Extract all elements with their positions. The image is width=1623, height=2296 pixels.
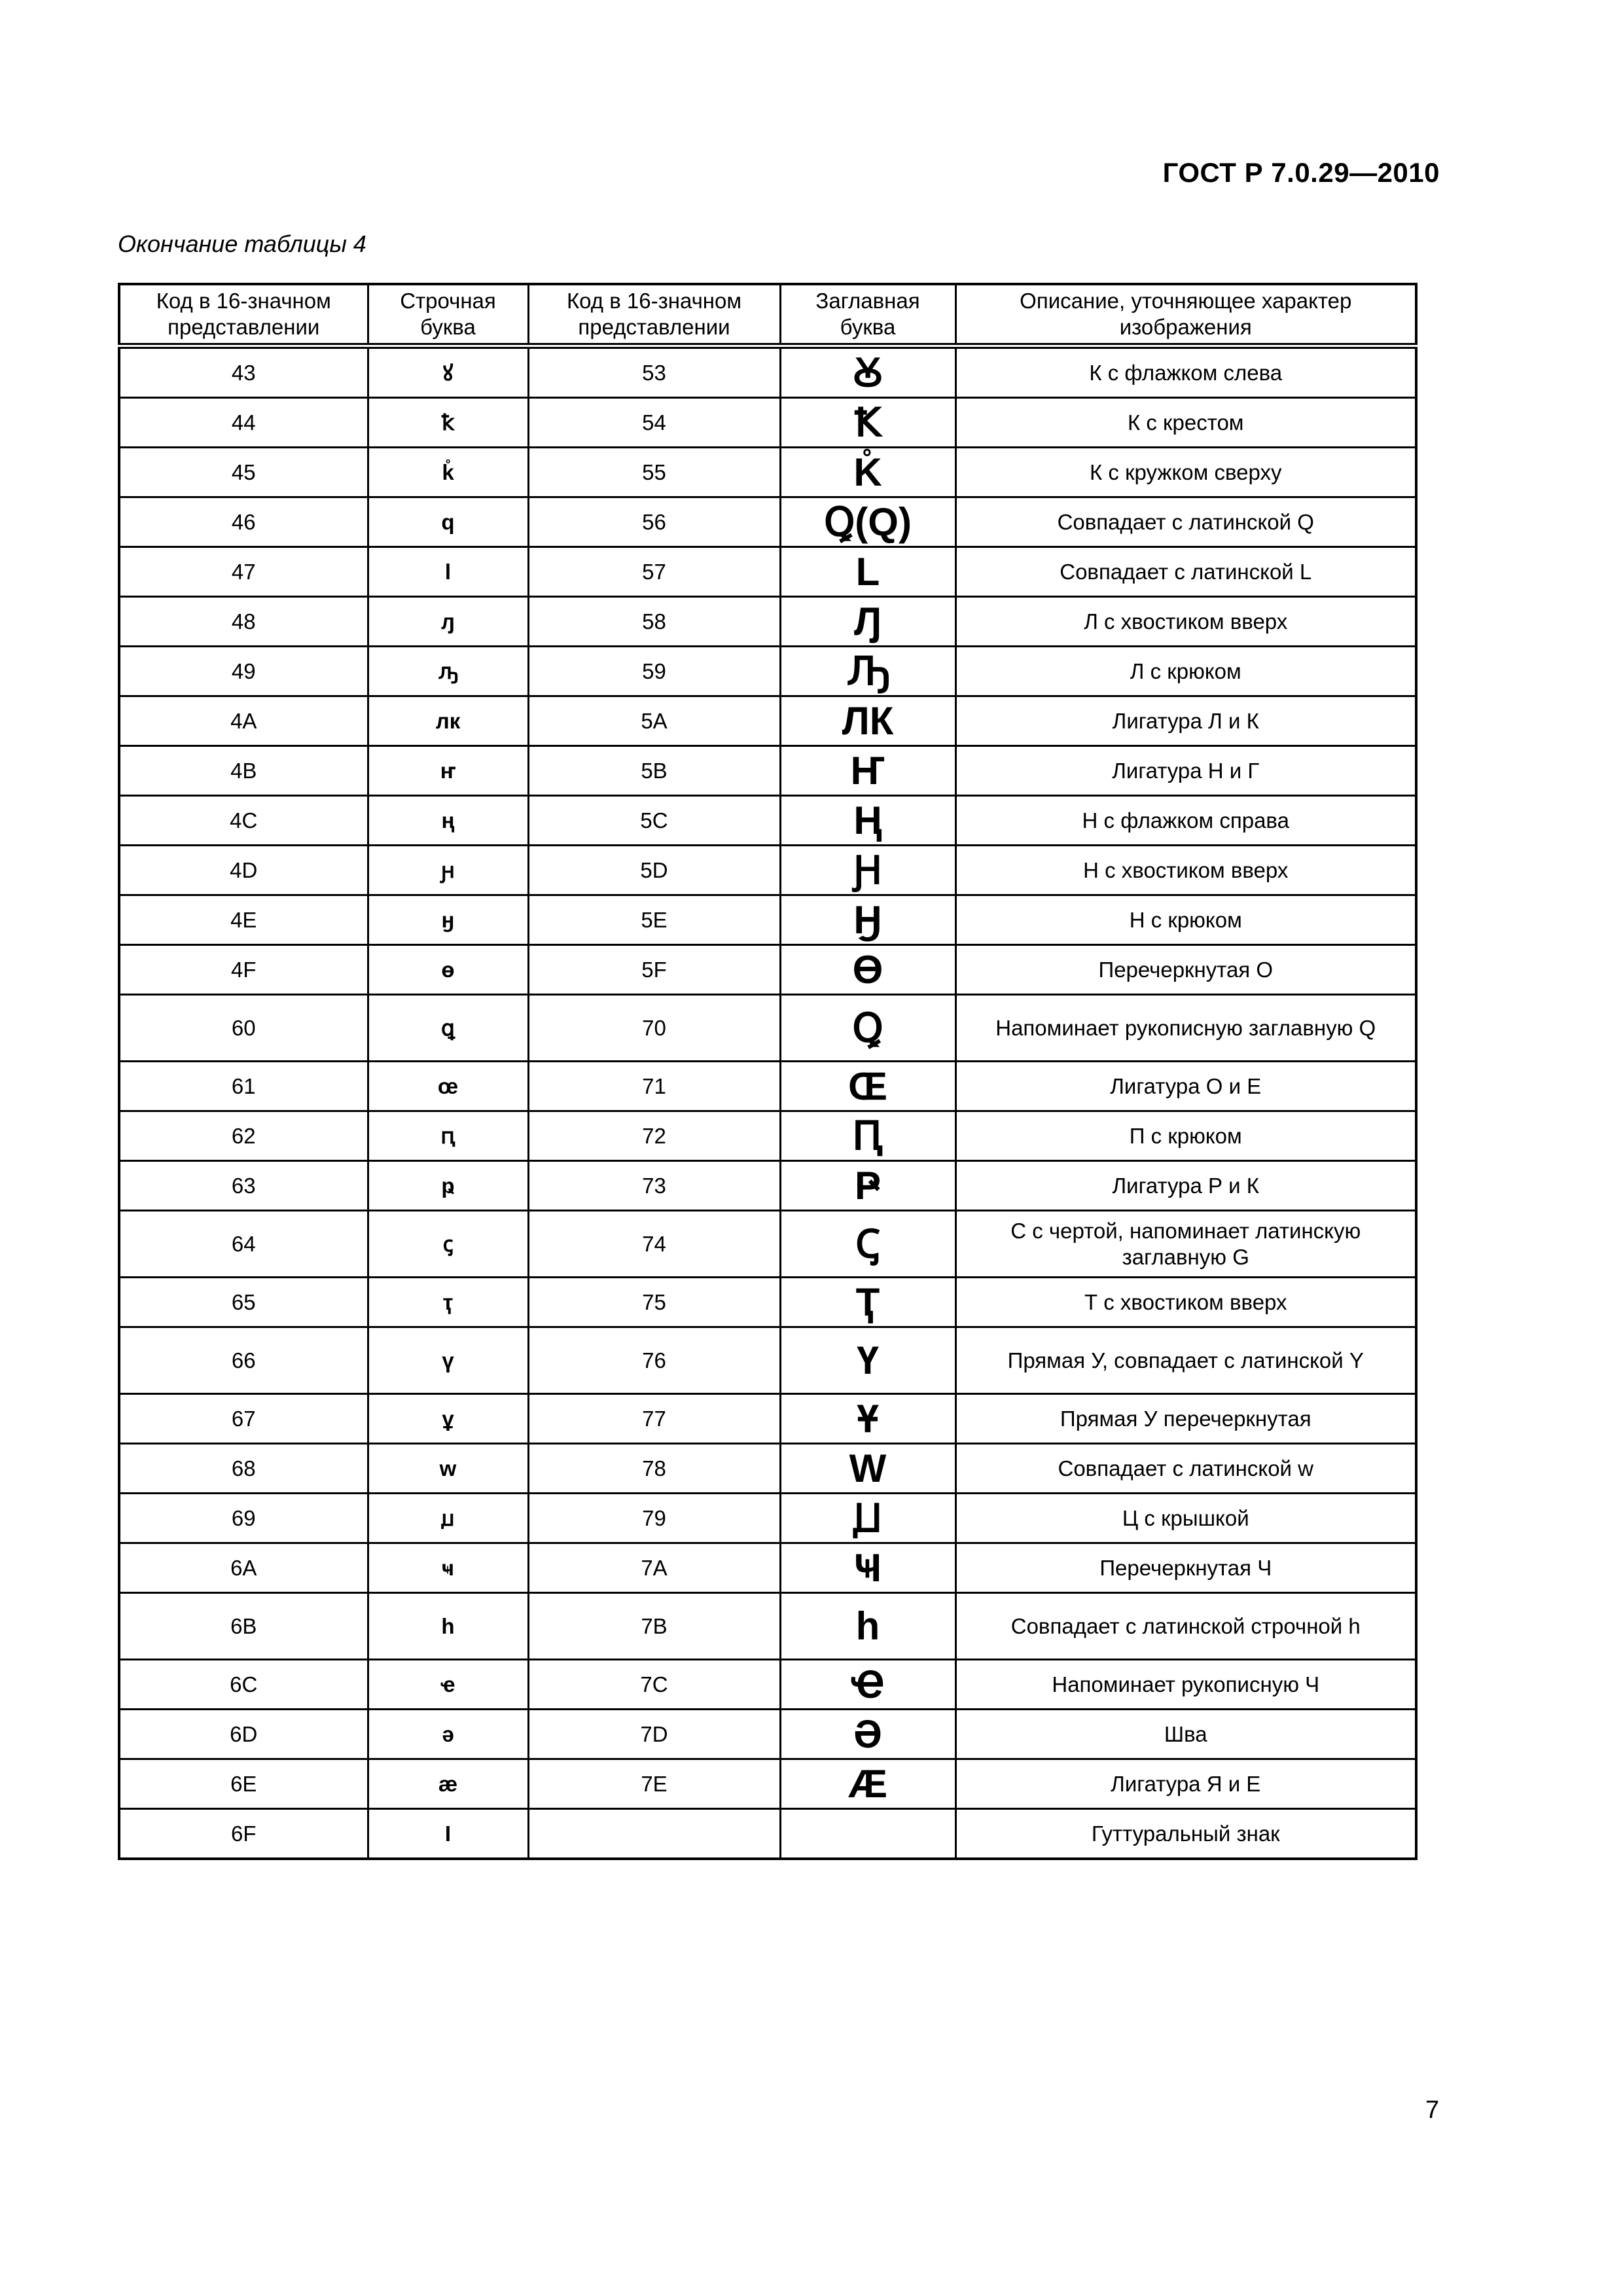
description-cell: Совпадает с латинской L <box>955 547 1416 597</box>
lower-code-cell: 62 <box>119 1111 368 1161</box>
uppercase-glyph-cell: Ӕ <box>780 1759 955 1809</box>
lowercase-glyph-cell: ӕ <box>368 1759 528 1809</box>
upper-code-cell <box>528 1809 780 1859</box>
table-row <box>119 1593 1416 1660</box>
description-cell: Лигатура О и Е <box>955 1062 1416 1111</box>
table-row <box>119 1710 1416 1759</box>
table-row <box>119 1660 1416 1710</box>
description-cell: Перечеркнутая Ч <box>955 1543 1416 1593</box>
description-cell: Ц с крышкой <box>955 1494 1416 1543</box>
table-row <box>119 346 1416 398</box>
description-cell: Напоминает рукописную Ч <box>955 1660 1416 1710</box>
lowercase-glyph-cell: ꝗ <box>368 995 528 1062</box>
uppercase-glyph-cell: Ꙡ <box>780 1494 955 1543</box>
table-row <box>119 1809 1416 1859</box>
upper-code-cell: 74 <box>528 1211 780 1278</box>
description-cell: К с флажком слева <box>955 346 1416 398</box>
lowercase-glyph-cell: h <box>368 1593 528 1660</box>
uppercase-glyph-cell: Ҏ <box>780 1161 955 1211</box>
table-caption: Окончание таблицы 4 <box>118 230 366 257</box>
table-row <box>119 1062 1416 1111</box>
lowercase-glyph-cell: ә <box>368 1710 528 1759</box>
table-row <box>119 1327 1416 1394</box>
column-header-upper-code: Код в 16-значном представлении <box>528 284 780 346</box>
uppercase-glyph-cell: Ꝗ(Q) <box>780 497 955 547</box>
description-cell: Совпадает с латинской w <box>955 1444 1416 1494</box>
upper-code-cell: 76 <box>528 1327 780 1394</box>
upper-code-cell: 7D <box>528 1710 780 1759</box>
lowercase-glyph-cell: ҹ <box>368 1543 528 1593</box>
upper-code-cell: 5F <box>528 945 780 995</box>
uppercase-glyph-cell: Œ <box>780 1062 955 1111</box>
description-cell: Н с крюком <box>955 895 1416 945</box>
lower-code-cell: 4D <box>119 846 368 895</box>
table-row <box>119 1278 1416 1327</box>
upper-code-cell: 7C <box>528 1660 780 1710</box>
upper-code-cell: 55 <box>528 448 780 497</box>
lower-code-cell: 6C <box>119 1660 368 1710</box>
description-cell: Прямая У перечеркнутая <box>955 1394 1416 1444</box>
lowercase-glyph-cell: ꞔ <box>368 1211 528 1278</box>
lower-code-cell: 63 <box>119 1161 368 1211</box>
lowercase-glyph-cell: ԓ <box>368 597 528 647</box>
lower-code-cell: 69 <box>119 1494 368 1543</box>
uppercase-glyph-cell: Ꝗ <box>780 995 955 1062</box>
table-row <box>119 1494 1416 1543</box>
lower-code-cell: 64 <box>119 1211 368 1278</box>
table-row <box>119 597 1416 647</box>
description-cell: Лигатура Я и Е <box>955 1759 1416 1809</box>
lower-code-cell: 6F <box>119 1809 368 1859</box>
uppercase-glyph-cell: h <box>780 1593 955 1660</box>
table-row <box>119 846 1416 895</box>
lower-code-cell: 4C <box>119 796 368 846</box>
upper-code-cell: 71 <box>528 1062 780 1111</box>
uppercase-glyph-cell: Ҭ <box>780 1278 955 1327</box>
table-row <box>119 547 1416 597</box>
lower-code-cell: 4E <box>119 895 368 945</box>
table-row <box>119 945 1416 995</box>
column-header-lower-code: Код в 16-значном представлении <box>119 284 368 346</box>
lowercase-glyph-cell: ң <box>368 796 528 846</box>
lower-code-cell: 68 <box>119 1444 368 1494</box>
description-cell: Шва <box>955 1710 1416 1759</box>
table-row <box>119 995 1416 1062</box>
description-cell: Н с флажком справа <box>955 796 1416 846</box>
uppercase-glyph-cell: Ҥ <box>780 746 955 796</box>
upper-code-cell: 57 <box>528 547 780 597</box>
lower-code-cell: 47 <box>119 547 368 597</box>
lowercase-glyph-cell: I <box>368 1809 528 1859</box>
upper-code-cell: 54 <box>528 398 780 448</box>
table-row <box>119 1543 1416 1593</box>
description-cell: Совпадает с латинской Q <box>955 497 1416 547</box>
uppercase-glyph-cell <box>780 1809 955 1859</box>
lower-code-cell: 49 <box>119 647 368 696</box>
upper-code-cell: 5D <box>528 846 780 895</box>
uppercase-glyph-cell: Ꞔ <box>780 1211 955 1278</box>
description-cell: Н с хвостиком вверх <box>955 846 1416 895</box>
lower-code-cell: 44 <box>119 398 368 448</box>
column-header-description: Описание, уточняющее характер изображения <box>955 284 1416 346</box>
uppercase-glyph-cell: Ң <box>780 796 955 846</box>
table-row <box>119 696 1416 746</box>
page-number: 7 <box>1425 2096 1440 2124</box>
description-cell: П с крюком <box>955 1111 1416 1161</box>
column-header-uppercase: Заглавная буква <box>780 284 955 346</box>
lowercase-glyph-cell: k̊ <box>368 448 528 497</box>
lowercase-glyph-cell: ꙡ <box>368 1494 528 1543</box>
uppercase-glyph-cell: Ӈ <box>780 895 955 945</box>
table-row <box>119 647 1416 696</box>
lower-code-cell: 6B <box>119 1593 368 1660</box>
lower-code-cell: 48 <box>119 597 368 647</box>
table-row <box>119 796 1416 846</box>
table-row <box>119 1394 1416 1444</box>
upper-code-cell: 70 <box>528 995 780 1062</box>
lower-code-cell: 6D <box>119 1710 368 1759</box>
description-cell: Т с хвостиком вверх <box>955 1278 1416 1327</box>
table-row <box>119 1111 1416 1161</box>
uppercase-glyph-cell: Ө <box>780 945 955 995</box>
uppercase-glyph-cell: ЛК <box>780 696 955 746</box>
description-cell: Л с хвостиком вверх <box>955 597 1416 647</box>
lowercase-glyph-cell: ҥ <box>368 746 528 796</box>
lowercase-glyph-cell: ҏ <box>368 1161 528 1211</box>
upper-code-cell: 77 <box>528 1394 780 1444</box>
description-cell: С с чертой, напоминает латинскую заглавную G <box>955 1211 1416 1278</box>
description-cell: Совпадает с латинской строчной h <box>955 1593 1416 1660</box>
lower-code-cell: 61 <box>119 1062 368 1111</box>
table-row <box>119 497 1416 547</box>
upper-code-cell: 73 <box>528 1161 780 1211</box>
uppercase-glyph-cell: Ә <box>780 1710 955 1759</box>
upper-code-cell: 5E <box>528 895 780 945</box>
lower-code-cell: 6E <box>119 1759 368 1809</box>
table-row <box>119 398 1416 448</box>
lowercase-glyph-cell: ꝁ <box>368 398 528 448</box>
table-row <box>119 1444 1416 1494</box>
lowercase-glyph-cell: l <box>368 547 528 597</box>
uppercase-glyph-cell: Ԥ <box>780 1111 955 1161</box>
uppercase-glyph-cell: Ԩ <box>780 846 955 895</box>
lower-code-cell: 43 <box>119 346 368 398</box>
lower-code-cell: 60 <box>119 995 368 1062</box>
description-cell: К с кружком сверху <box>955 448 1416 497</box>
lowercase-glyph-cell: ԩ <box>368 846 528 895</box>
lowercase-glyph-cell: ҽ <box>368 1660 528 1710</box>
description-cell: Перечеркнутая О <box>955 945 1416 995</box>
upper-code-cell: 75 <box>528 1278 780 1327</box>
upper-code-cell: 53 <box>528 346 780 398</box>
upper-code-cell: 59 <box>528 647 780 696</box>
lower-code-cell: 45 <box>119 448 368 497</box>
column-header-lowercase: Строчная буква <box>368 284 528 346</box>
upper-code-cell: 5C <box>528 796 780 846</box>
uppercase-glyph-cell: Ꙋ <box>780 346 955 398</box>
description-cell: Прямая У, совпадает с латинской Y <box>955 1327 1416 1394</box>
lowercase-glyph-cell: ұ <box>368 1394 528 1444</box>
description-cell: К с крестом <box>955 398 1416 448</box>
uppercase-glyph-cell: Ꝁ <box>780 398 955 448</box>
uppercase-glyph-cell: Ԡ <box>780 647 955 696</box>
description-cell: Гуттуральный знак <box>955 1809 1416 1859</box>
table-row <box>119 1759 1416 1809</box>
upper-code-cell: 72 <box>528 1111 780 1161</box>
document-header: ГОСТ Р 7.0.29—2010 <box>1162 157 1440 188</box>
lowercase-glyph-cell: ӈ <box>368 895 528 945</box>
lowercase-glyph-cell: ҭ <box>368 1278 528 1327</box>
lower-code-cell: 66 <box>119 1327 368 1394</box>
lower-code-cell: 4B <box>119 746 368 796</box>
lowercase-glyph-cell: ԡ <box>368 647 528 696</box>
lower-code-cell: 65 <box>119 1278 368 1327</box>
lower-code-cell: 67 <box>119 1394 368 1444</box>
uppercase-glyph-cell: Ү <box>780 1327 955 1394</box>
lowercase-glyph-cell: лк <box>368 696 528 746</box>
uppercase-glyph-cell: L <box>780 547 955 597</box>
lower-code-cell: 4A <box>119 696 368 746</box>
table-row <box>119 895 1416 945</box>
table-row <box>119 1211 1416 1278</box>
table-row <box>119 448 1416 497</box>
lowercase-glyph-cell: ԥ <box>368 1111 528 1161</box>
lowercase-glyph-cell: œ <box>368 1062 528 1111</box>
upper-code-cell: 5A <box>528 696 780 746</box>
table-row <box>119 746 1416 796</box>
upper-code-cell: 58 <box>528 597 780 647</box>
lower-code-cell: 46 <box>119 497 368 547</box>
description-cell: Л с крюком <box>955 647 1416 696</box>
uppercase-glyph-cell: K̊ <box>780 448 955 497</box>
lower-code-cell: 4F <box>119 945 368 995</box>
upper-code-cell: 78 <box>528 1444 780 1494</box>
uppercase-glyph-cell: Ұ <box>780 1394 955 1444</box>
lowercase-glyph-cell: ү <box>368 1327 528 1394</box>
description-cell: Лигатура Л и К <box>955 696 1416 746</box>
uppercase-glyph-cell: Ҹ <box>780 1543 955 1593</box>
uppercase-glyph-cell: Ԓ <box>780 597 955 647</box>
uppercase-glyph-cell: W <box>780 1444 955 1494</box>
upper-code-cell: 7E <box>528 1759 780 1809</box>
upper-code-cell: 7A <box>528 1543 780 1593</box>
table-header-row <box>119 284 1416 346</box>
description-cell: Лигатура Н и Г <box>955 746 1416 796</box>
upper-code-cell: 56 <box>528 497 780 547</box>
upper-code-cell: 79 <box>528 1494 780 1543</box>
lowercase-glyph-cell: ө <box>368 945 528 995</box>
table-row <box>119 1161 1416 1211</box>
lowercase-glyph-cell: w <box>368 1444 528 1494</box>
upper-code-cell: 5B <box>528 746 780 796</box>
description-cell: Напоминает рукописную заглавную Q <box>955 995 1416 1062</box>
uppercase-glyph-cell: Ҽ <box>780 1660 955 1710</box>
lowercase-glyph-cell: q <box>368 497 528 547</box>
upper-code-cell: 7B <box>528 1593 780 1660</box>
table-body <box>119 346 1416 1859</box>
lowercase-glyph-cell: ꙋ <box>368 346 528 398</box>
description-cell: Лигатура Р и К <box>955 1161 1416 1211</box>
lower-code-cell: 6A <box>119 1543 368 1593</box>
character-table <box>118 283 1418 1860</box>
